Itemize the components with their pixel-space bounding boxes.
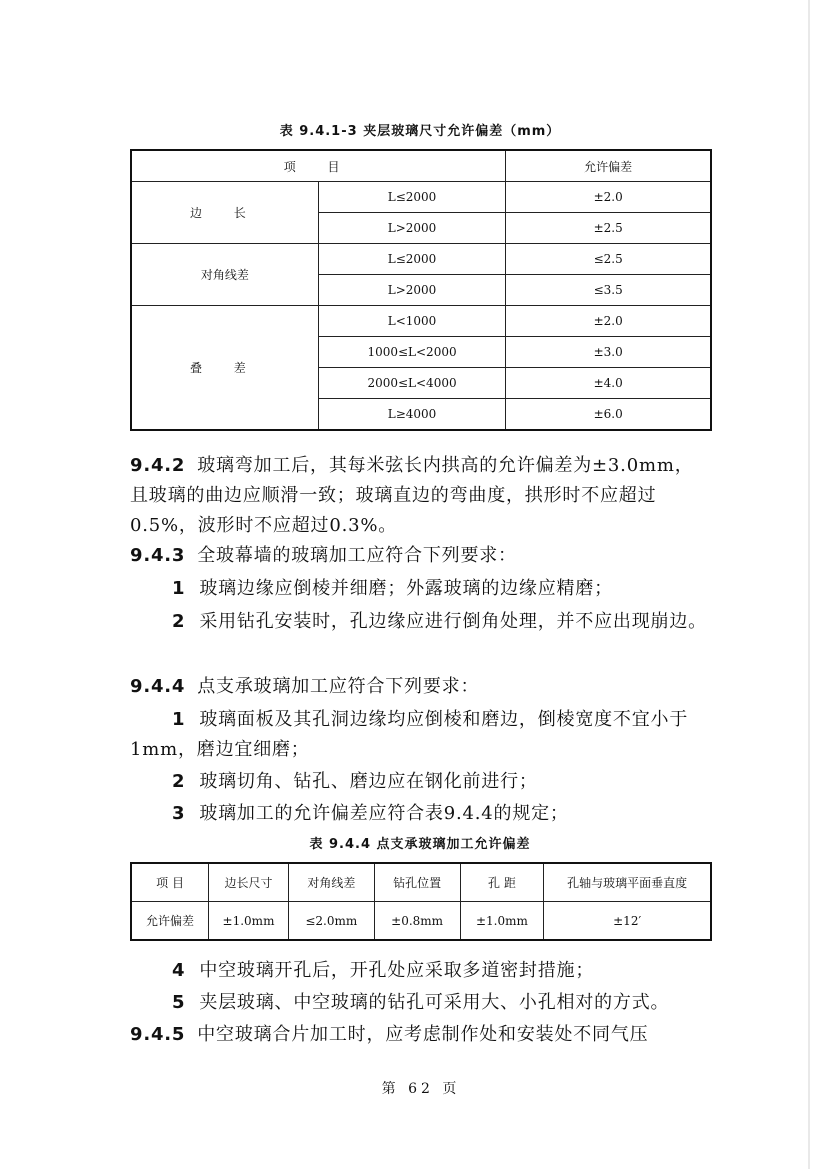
header-tolerance: 允许偏差 [506,150,711,182]
item-text: 中空玻璃开孔后，开孔处应采取多道密封措施； [199,960,595,981]
value-cell: ±2.0 [506,182,711,213]
condition-cell: L>2000 [318,213,506,244]
item-text: 夹层玻璃、中空玻璃的钻孔可采用大、小孔相对的方式。 [199,992,670,1013]
clause-9-4-5 [130,1020,712,1050]
condition-cell: 1000≤L<2000 [318,337,506,368]
clause-item [130,799,712,829]
header-cell: 孔 距 [460,863,544,902]
item-text: 玻璃边缘应倒棱并细磨；外露玻璃的边缘应精磨； [199,578,613,599]
value-cell: ±4.0 [506,368,711,399]
item-number: 4 [172,960,186,981]
clause-number: 9.4.5 [130,1024,186,1045]
item-text: 采用钻孔安装时，孔边缘应进行倒角处理，并不应出现崩边。 [199,611,707,632]
clause-number: 9.4.2 [130,455,186,476]
item-text: 玻璃加工的允许偏差应符合表9.4.4的规定； [199,803,569,824]
value-cell: ±0.8mm [374,902,460,941]
clause-item [130,607,712,637]
clause-item [130,705,712,765]
table-header-row [131,863,711,902]
item-text: 玻璃切角、钻孔、磨边应在钢化前进行； [199,771,538,792]
value-cell: ±3.0 [506,337,711,368]
value-cell: ±1.0mm [460,902,544,941]
group-label-overlap: 叠 差 [131,306,318,431]
page-number: 第 62 页 [381,1081,461,1097]
value-cell: ±2.0 [506,306,711,337]
condition-cell: L>2000 [318,275,506,306]
clause-9-4-3 [130,541,712,571]
clause-number: 9.4.4 [130,676,186,697]
value-cell: ≤2.5 [506,244,711,275]
header-cell: 对角线差 [288,863,374,902]
clause-9-4-2 [130,451,712,541]
condition-cell: L≤2000 [318,244,506,275]
clause-text: 点支承玻璃加工应符合下列要求： [197,676,480,697]
value-cell: ≤3.5 [506,275,711,306]
value-cell: ±12′ [544,902,711,941]
header-cell: 孔轴与玻璃平面垂直度 [544,863,711,902]
condition-cell: L≥4000 [318,399,506,431]
clause-item [130,574,712,604]
header-cell: 项 目 [131,863,209,902]
clause-item [130,767,712,797]
table-header-row [131,150,711,182]
value-cell: ±2.5 [506,213,711,244]
item-text: 玻璃面板及其孔洞边缘均应倒棱和磨边，倒棱宽度不宜小于1mm，磨边宜细磨； [130,709,689,760]
value-cell: 允许偏差 [131,902,209,941]
table-row [131,902,711,941]
page-edge-line [808,0,810,1169]
table-row [131,306,711,337]
laminated-glass-tolerance-table [130,149,712,431]
value-cell: ±1.0mm [209,902,289,941]
group-label-edge: 边 长 [131,182,318,244]
clause-item [130,956,712,986]
clause-item [130,988,712,1018]
header-cell: 钻孔位置 [374,863,460,902]
clause-text: 玻璃弯加工后，其每米弦长内拱高的允许偏差为±3.0mm，且玻璃的曲边应顺滑一致；玻璃直边的弯曲度，拱形时不应超过0.5%，波形时不应超过0.3%。 [130,455,694,536]
header-item: 项 目 [131,150,506,182]
group-label-diagonal: 对角线差 [131,244,318,306]
clause-9-4-4 [130,672,712,702]
item-number: 1 [172,709,186,730]
table-9-4-4-caption: 表 9.4.4 点支承玻璃加工允许偏差 [309,837,531,852]
item-number: 1 [172,578,186,599]
condition-cell: 2000≤L<4000 [318,368,506,399]
table-row [131,244,711,275]
item-number: 2 [172,771,186,792]
header-cell: 边长尺寸 [209,863,289,902]
clause-text: 全玻幕墙的玻璃加工应符合下列要求： [197,545,517,566]
condition-cell: L≤2000 [318,182,506,213]
clause-text: 中空玻璃合片加工时，应考虑制作处和安装处不同气压 [197,1024,649,1045]
value-cell: ±6.0 [506,399,711,431]
item-number: 3 [172,803,186,824]
value-cell: ≤2.0mm [288,902,374,941]
point-supported-glass-tolerance-table [130,862,712,941]
item-number: 2 [172,611,186,632]
condition-cell: L<1000 [318,306,506,337]
item-number: 5 [172,992,186,1013]
table-row [131,182,711,213]
table-9-4-1-3-caption: 表 9.4.1-3 夹层玻璃尺寸允许偏差（mm） [279,124,561,139]
clause-number: 9.4.3 [130,545,186,566]
